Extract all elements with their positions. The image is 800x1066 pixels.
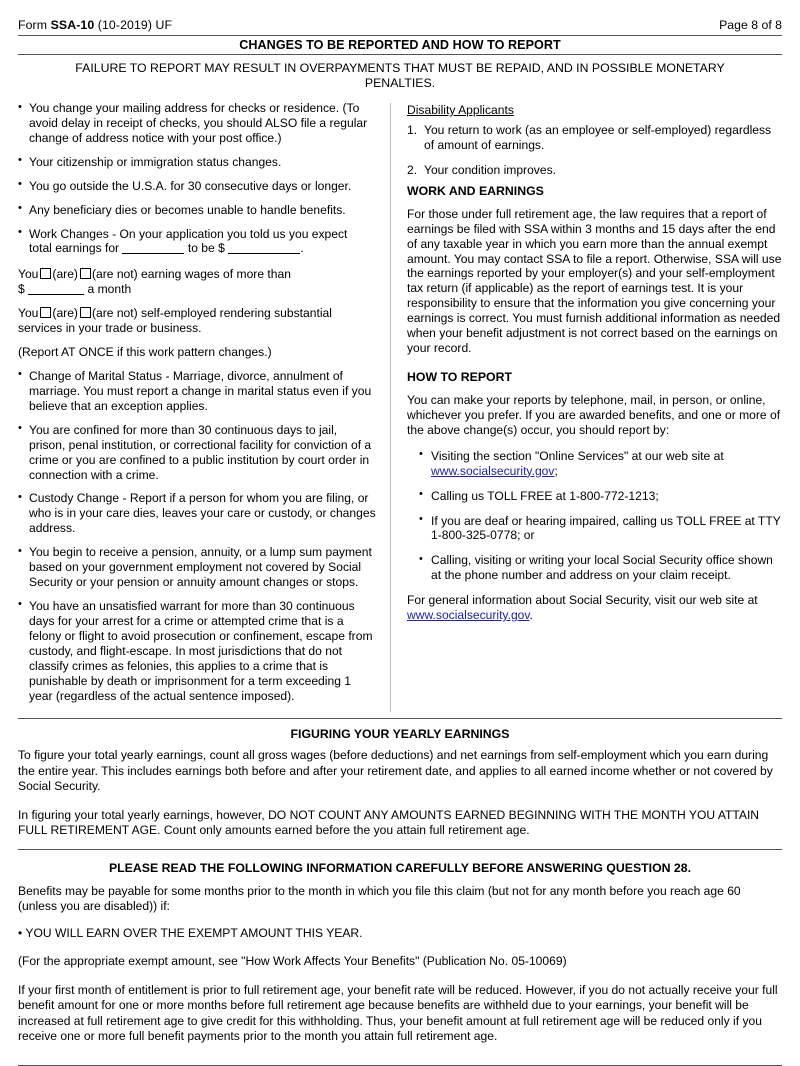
socialsecurity-link[interactable]: www.socialsecurity.gov (407, 608, 530, 623)
self-employed-statement (18, 306, 376, 336)
wages-are-checkbox[interactable] (40, 268, 51, 279)
please-read-paragraph-3: If your first month of entitlement is prior to full retirement age, your benefit rate will be reduced. However, if you do not actually receive your full benefit amount for one or more months before full retirement age because benefits are withheld due to your earnings, your benefit will be increased at full retirement age to give credit for this withholding. Thus, your benefit amount at full retirement age will be reduced only if you receive one or more full benefit payments prior to the month you attain full retirement age. (18, 982, 778, 1044)
list-item: • You are confined for more than 30 continuous days to jail, prison, penal institution, or correctional facility for conviction of a crime or you are confined to a public institution by court order in connection with a crime. (18, 423, 376, 483)
list-item (419, 449, 782, 479)
list-item-text: If you are deaf or hearing impaired, calling us TOLL FREE at TTY 1-800-325-0778; or (431, 513, 781, 543)
spacer (18, 1055, 782, 1065)
wages-dollar-sign: $ (18, 282, 25, 297)
selfemployed-you-label: You (18, 306, 39, 321)
selfemployed-are-checkbox[interactable] (40, 307, 51, 318)
list-item-text: You return to work (as an employee or self-employed) regardless of amount of earnings. (424, 123, 772, 152)
please-read-section (18, 850, 782, 1045)
list-item (407, 163, 782, 178)
earnings-amount-blank[interactable] (228, 253, 300, 254)
banner-title: CHANGES TO BE REPORTED AND HOW TO REPORT (239, 38, 561, 52)
list-item: • Change of Marital Status - Marriage, divorce, annulment of marriage. You must report a change in marital status even if you believe that an exception applies. (18, 369, 376, 414)
list-item (419, 489, 782, 504)
selfemployed-are-not-checkbox[interactable] (80, 307, 91, 318)
list-item-text: Visiting the section "Online Services" at our web site at (431, 448, 724, 463)
list-item (419, 553, 782, 583)
list-item: • You go outside the U.S.A. for 30 consecutive days or longer. (18, 179, 376, 194)
work-changes-lead: Work Changes - On your application you told us you expect (29, 226, 348, 241)
changes-to-report-list-top (18, 101, 376, 218)
figuring-section-heading: FIGURING YOUR YEARLY EARNINGS (290, 727, 510, 742)
disability-applicants-list (407, 123, 782, 178)
general-info-suffix: . (529, 608, 533, 623)
list-item: • You begin to receive a pension, annuity, or a lump sum payment based on your government employment not covered by Social Security or your pension or annuity amount changes or stops. (18, 545, 376, 590)
figuring-your-yearly-earnings-section (18, 719, 782, 838)
form-code-label: SSA-10 (50, 18, 95, 32)
work-and-earnings-heading: WORK AND EARNINGS (407, 183, 544, 198)
wages-are-not-checkbox[interactable] (80, 268, 91, 279)
wages-per-month-label: a month (87, 282, 132, 297)
list-item (419, 514, 782, 544)
wages-you-label: You (18, 267, 39, 282)
socialsecurity-link[interactable]: www.socialsecurity.gov (431, 463, 555, 478)
selfemployed-are-not-label: (are not) self-employed rendering substantial services in your trade or business. (18, 306, 332, 336)
report-at-once-note: (Report AT ONCE if this work pattern changes.) (18, 345, 272, 360)
work-changes-line2-a: total earnings for (29, 241, 120, 256)
list-item-text: Calling, visiting or writing your local Social Security office shown at the phone number and address on your claim receipt. (431, 553, 773, 583)
selfemployed-are-label: (are) (52, 306, 78, 321)
work-changes-line2-b: to be $ (187, 241, 225, 256)
left-column (18, 101, 390, 712)
form-header-line (18, 0, 782, 35)
list-item: • Custody Change - Report if a person for whom you are filing, or who is in your care dies, leaves your care or custody, or changes address. (18, 491, 376, 536)
please-read-bullet-1: • YOU WILL EARN OVER THE EXEMPT AMOUNT THIS YEAR. (18, 925, 363, 940)
wages-are-label: (are) (52, 267, 78, 282)
list-item-number: 1. (407, 123, 418, 137)
work-changes-item (18, 227, 376, 257)
list-item: • You have an unsatisfied warrant for more than 30 continuous days for your arrest for a crime or attempted crime that is a felony or flight to avoid prosecution or confinement, escape from custody, and flight-escape. In most jurisdictions that do not classify crimes as felonies, this applies to a crime that is punishable by death or imprisonment for a term exceeding 1 year (regardless of the actual sentence imposed). (18, 599, 376, 703)
earnings-year-blank[interactable] (122, 253, 184, 254)
how-to-report-list (407, 449, 782, 583)
list-item (407, 123, 782, 153)
page-number-label: Page 8 of 8 (719, 18, 782, 32)
list-item-number: 2. (407, 162, 418, 177)
list-item-suffix: ; (554, 463, 558, 478)
disability-applicants-heading-wrap (407, 101, 782, 123)
wages-monthly-amount-blank[interactable] (28, 294, 84, 295)
general-information-note (407, 593, 782, 623)
form-identifier (18, 18, 172, 32)
form-suffix-label: (10-2019) UF (94, 18, 173, 32)
how-to-report-heading: HOW TO REPORT (407, 369, 512, 384)
disability-applicants-heading: Disability Applicants (407, 103, 514, 117)
changes-to-report-list-bottom (18, 369, 376, 703)
list-item (18, 227, 376, 257)
figuring-section-paragraph-2: In figuring your total yearly earnings, however, DO NOT COUNT ANY AMOUNTS EARNED BEGINNING WITH THE MONTH YOU ATTAIN FULL RETIREMENT AGE. Count only amounts earned before the you attain full retirement age. (18, 807, 760, 838)
please-read-paragraph-1: Benefits may be payable for some months prior to the month in which you file this claim (but not for any month before you reach age 60 (unless you are disabled)) if: (18, 883, 741, 914)
wages-are-not-label: (are not) earning wages of more than (91, 267, 291, 282)
two-column-body (18, 95, 782, 712)
please-read-paragraph-2: (For the appropriate exempt amount, see "How Work Affects Your Benefits" (Publication No. 05-10069) (18, 954, 567, 969)
list-item: • Your citizenship or immigration status changes. (18, 155, 376, 170)
failure-to-report-warning: FAILURE TO REPORT MAY RESULT IN OVERPAYMENTS THAT MUST BE REPAID, AND IN POSSIBLE MONETARY PENALTIES. (75, 61, 725, 90)
list-item-text: Calling us TOLL FREE at 1-800-772-1213; (431, 488, 659, 503)
how-to-report-body: You can make your reports by telephone, mail, in person, or online, whichever you prefer. If you are awarded benefits, and one or more of the above change(s) occur, you should report by: (407, 392, 781, 437)
work-and-earnings-body: For those under full retirement age, the law requires that a report of earnings be filed with SSA within 3 months and 15 days after the end of any taxable year in which you earn more than the annual exempt amount. You may contact SSA to file a report. Otherwise, SSA will use the earnings reported by your employer(s) and your self-employment tax return (if applicable) as the report of earnings test. It is your responsibility to ensure that the information you give concerning your earnings is correct. You must furnish additional information as needed when your benefit adjustment is not correct based on the earnings on your record. (407, 206, 782, 356)
form-prefix-label: Form (18, 18, 51, 32)
list-item-text: Your condition improves. (424, 162, 556, 177)
list-item: • You change your mailing address for checks or residence. (To avoid delay in receipt of checks, you should ALSO file a regular change of address notice with your post office.) (18, 101, 376, 146)
list-item: • Any beneficiary dies or becomes unable to handle benefits. (18, 203, 376, 218)
wages-statement (18, 267, 376, 297)
figuring-section-paragraph-1: To figure your total yearly earnings, count all gross wages (before deductions) and net earnings from self-employment which you earn during the entire year. This includes earnings both before and after your retirement date, and applies to all earned income whether or not covered by Social Security. (18, 748, 773, 794)
please-read-heading: PLEASE READ THE FOLLOWING INFORMATION CAREFULLY BEFORE ANSWERING QUESTION 28. (108, 860, 692, 875)
work-changes-line2-c: . (300, 241, 304, 256)
general-info-text: For general information about Social Security, visit our web site at (407, 593, 758, 608)
page-bottom-rule (18, 1065, 782, 1066)
right-column (391, 101, 782, 712)
